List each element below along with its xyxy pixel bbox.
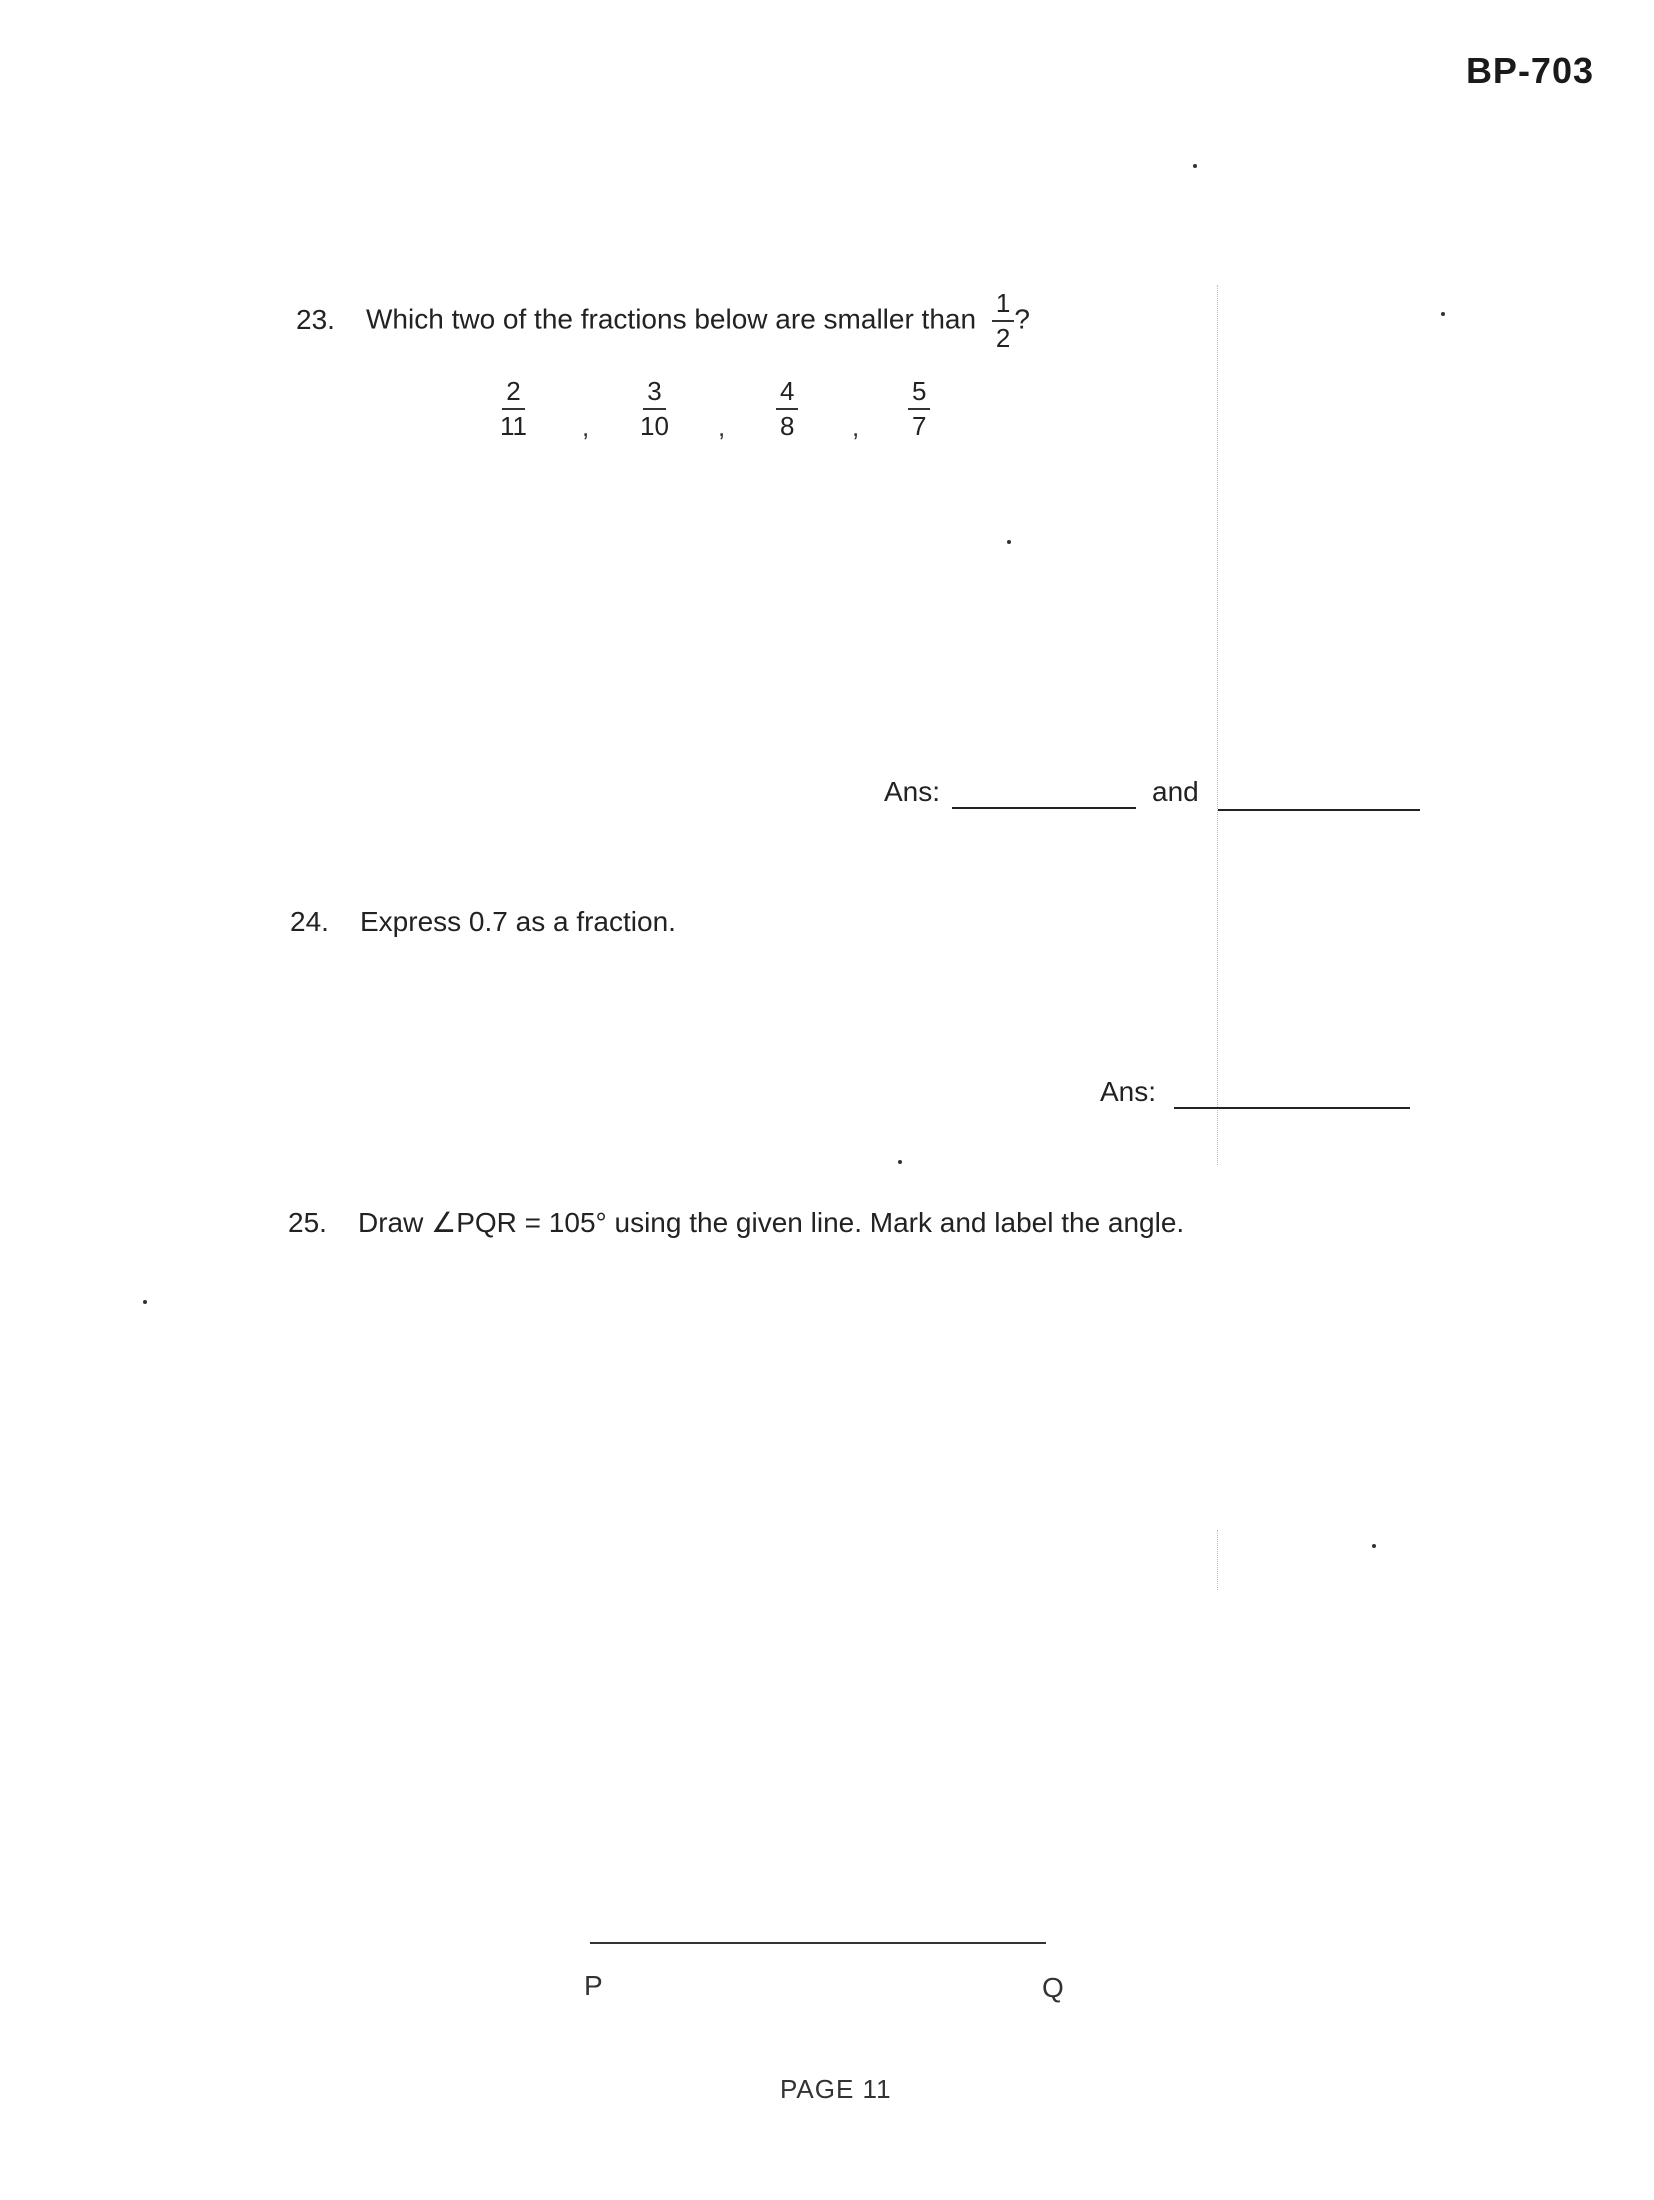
point-q-label: Q — [1042, 1972, 1064, 2003]
question-number: 23. — [296, 303, 335, 335]
separator: , — [582, 412, 590, 442]
answer-blank[interactable] — [1174, 1105, 1410, 1109]
answer-blank-1[interactable] — [952, 805, 1136, 809]
scan-speck — [1372, 1544, 1376, 1548]
margin-scan-marks-lower — [1217, 1530, 1218, 1590]
and-label: and — [1152, 776, 1199, 807]
scan-speck — [898, 1160, 902, 1164]
separator: , — [852, 412, 860, 442]
given-line-pq[interactable] — [590, 1942, 1046, 1944]
question-23 — [296, 290, 1030, 353]
question-number: 25. — [288, 1207, 327, 1238]
question-text: Draw ∠PQR = 105° using the given line. Mark and label the angle. — [358, 1207, 1185, 1238]
scan-speck — [1007, 540, 1011, 544]
separator: , — [718, 412, 726, 442]
question-mark: ? — [1014, 303, 1030, 335]
answer-blank-2[interactable] — [1218, 807, 1420, 811]
scan-speck — [1441, 312, 1445, 316]
question-number: 24. — [290, 906, 329, 937]
document-code: BP-703 — [1465, 50, 1594, 91]
question-text: Which two of the fractions below are smaller than — [366, 303, 977, 335]
page-number: PAGE 11 — [780, 2074, 892, 2104]
question-24 — [290, 906, 676, 938]
fraction-option: $\frac{5}{7}$ — [908, 378, 930, 441]
scan-speck — [143, 1300, 147, 1304]
margin-scan-marks — [1217, 285, 1218, 1165]
question-text: Express 0.7 as a fraction. — [360, 906, 676, 937]
fraction-option: $\frac{4}{8}$ — [776, 378, 798, 441]
question-25 — [288, 1206, 1184, 1239]
point-p-label: P — [584, 1970, 603, 2001]
fraction-option: $\frac{3}{10}$ — [640, 376, 669, 442]
fraction-one-half: $\frac{1}{2}$ — [992, 290, 1014, 353]
answer-label: Ans: — [884, 776, 941, 807]
scan-speck — [1193, 164, 1197, 168]
answer-label: Ans: — [1100, 1076, 1157, 1107]
fraction-option: $\frac{2}{11}$ — [500, 376, 527, 442]
